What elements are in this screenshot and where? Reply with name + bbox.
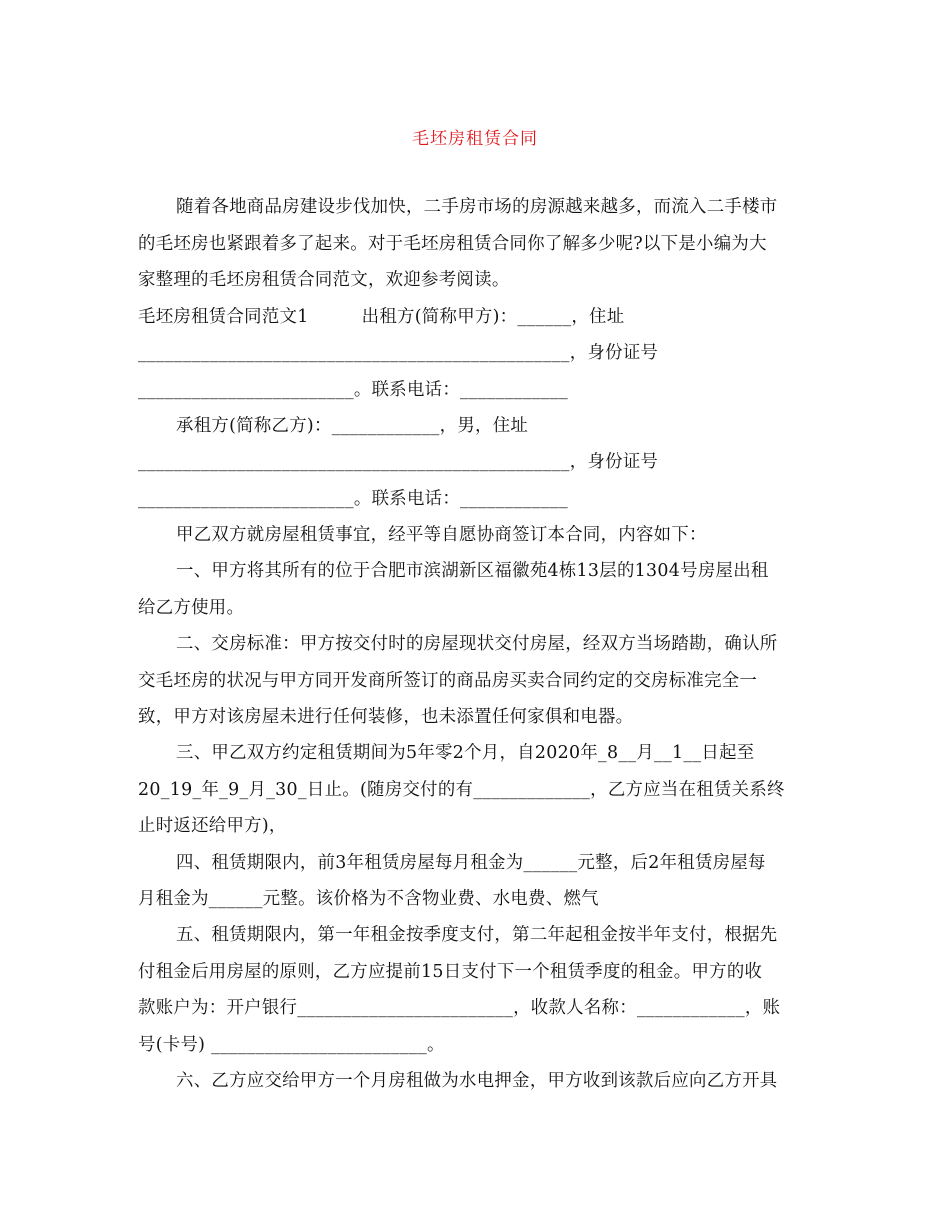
paragraph-line: ________________________。联系电话：____________ (138, 380, 568, 400)
paragraph-line: 致，甲方对该房屋未进行任何装修，也未添置任何家俱和电器。 (138, 707, 634, 727)
paragraph-line: 给乙方使用。 (138, 598, 245, 618)
paragraph-line: 的毛坯房也紧跟着多了起来。对于毛坯房租赁合同你了解多少呢?以下是小编为大 (138, 234, 767, 254)
paragraph-line: 六、乙方应交给甲方一个月房租做为水电押金，甲方收到该款后应向乙方开具 (176, 1071, 778, 1091)
paragraph-line: 一、甲方将其所有的位于合肥市滨湖新区福徽苑4栋13层的1304号房屋出租 (176, 561, 769, 581)
paragraph-line: 承租方(简称乙方)：____________，男，住址 (176, 416, 529, 436)
paragraph-line: 20_19_年_9_月_30_日止。(随房交付的有_____________，乙方应当在租赁关系终 (138, 780, 785, 800)
paragraph-line: 家整理的毛坯房租赁合同范文，欢迎参考阅读。 (138, 270, 510, 290)
paragraph-line: 四、租赁期限内，前3年租赁房屋每月租金为______元整，后2年租赁房屋每 (176, 853, 766, 873)
paragraph-line: 止时返还给甲方)， (138, 816, 287, 836)
paragraph-line: 付租金后用房屋的原则，乙方应提前15日支付下一个租赁季度的租金。甲方的收 (138, 962, 763, 982)
paragraph-line: 款账户为：开户银行________________________，收款人名称：____________，账 (138, 998, 781, 1018)
paragraph-line: 毛坯房租赁合同范文1 出租方(简称甲方)：______，住址 (138, 307, 625, 327)
paragraph-line: ________________________。联系电话：____________ (138, 489, 568, 509)
paragraph-line: 月租金为______元整。该价格为不含物业费、水电费、燃气 (138, 889, 599, 909)
paragraph-line: ________________________________________________，身份证号 (138, 452, 659, 472)
paragraph-line: 号(卡号) ________________________。 (138, 1035, 445, 1055)
paragraph-line: 二、交房标准：甲方按交付时的房屋现状交付房屋，经双方当场踏勘，确认所 (176, 634, 778, 654)
paragraph-line: 随着各地商品房建设步伐加快，二手房市场的房源越来越多，而流入二手楼市 (176, 197, 778, 217)
paragraph-line: 三、甲乙双方约定租赁期间为5年零2个月，自2020年_8__月__1__日起至 (176, 743, 755, 763)
paragraph-line: 五、租赁期限内，第一年租金按季度支付，第二年起租金按半年支付，根据先 (176, 925, 778, 945)
paragraph-line: 交毛坯房的状况与甲方同开发商所签订的商品房买卖合同约定的交房标准完全一 (138, 671, 758, 691)
document-title: 毛坯房租赁合同 (412, 129, 538, 149)
paragraph-line: 甲乙双方就房屋租赁事宜，经平等自愿协商签订本合同，内容如下： (176, 525, 707, 545)
paragraph-line: ________________________________________________，身份证号 (138, 343, 659, 363)
